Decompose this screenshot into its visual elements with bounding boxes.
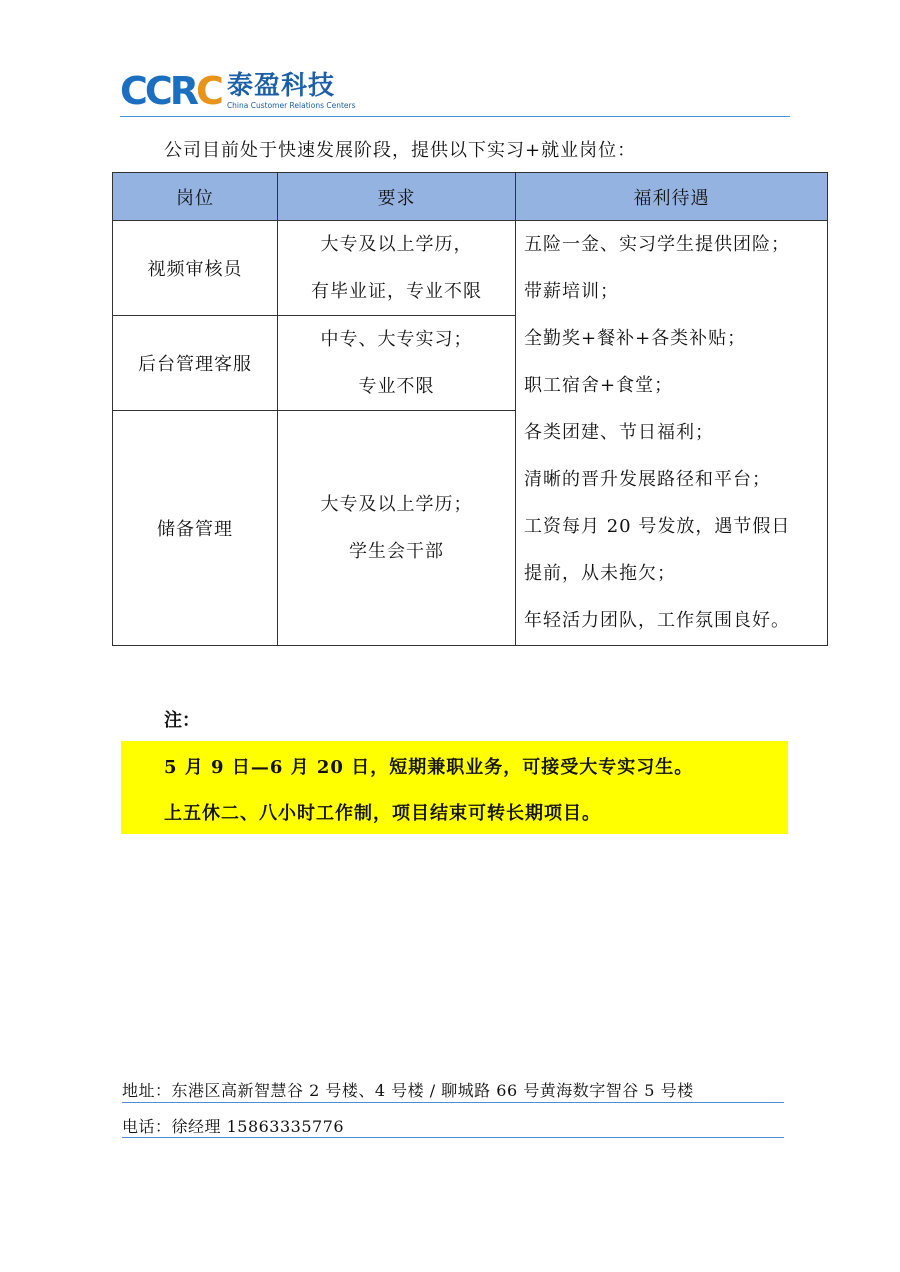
table-header-row	[113, 173, 828, 221]
intro-text: 公司目前处于快速发展阶段，提供以下实习+就业岗位：	[164, 140, 637, 161]
logo-ccrc-c: C	[196, 69, 221, 113]
footer-phone: 电话：徐经理 15863335776	[122, 1117, 345, 1136]
benefit-line: 带薪培训；	[524, 281, 619, 302]
positions-table	[112, 172, 828, 646]
benefit-line: 职工宿舍+食堂；	[524, 375, 674, 396]
benefit-line: 清晰的晋升发展路径和平台；	[524, 469, 771, 490]
benefit-line: 提前，从未拖欠；	[524, 563, 676, 584]
requirements-cell	[278, 221, 516, 316]
benefit-line: 年轻活力团队，工作氛围良好。	[524, 610, 790, 631]
company-logo	[120, 69, 356, 113]
requirements-cell	[278, 411, 516, 646]
note-label: 注：	[164, 710, 200, 731]
footer-address: 地址：东港区高新智慧谷 2 号楼、4 号楼 / 聊城路 66 号黄海数字智谷 5 号楼	[122, 1081, 694, 1100]
note-line: 上五休二、八小时工作制，项目结束可转长期项目。	[164, 803, 601, 824]
footer-divider	[122, 1102, 784, 1103]
logo-english-name: China Customer Relations Centers	[226, 100, 356, 110]
benefit-line: 全勤奖+餐补+各类补贴；	[524, 328, 747, 349]
requirement-line: 中专、大专实习；	[320, 329, 473, 350]
benefits-cell	[516, 221, 828, 646]
header-divider	[120, 116, 790, 117]
table-row	[113, 221, 828, 316]
requirement-line: 学生会干部	[349, 541, 444, 562]
position-cell: 视频审核员	[113, 221, 278, 316]
logo-ccrc-cc: CC	[120, 69, 170, 113]
requirement-line: 大专及以上学历，	[320, 234, 473, 255]
requirement-line: 大专及以上学历；	[320, 494, 473, 515]
position-cell: 后台管理客服	[113, 316, 278, 411]
logo-ccrc-r: R	[169, 69, 197, 113]
benefit-line: 各类团建、节日福利；	[524, 422, 714, 443]
requirements-cell	[278, 316, 516, 411]
header-requirements: 要求	[278, 173, 516, 221]
logo-chinese-name: 泰盈科技	[226, 70, 335, 101]
footer-divider	[122, 1137, 784, 1138]
logo-ccrc-mark	[120, 69, 221, 113]
header-position: 岗位	[113, 173, 278, 221]
requirement-line: 专业不限	[358, 376, 435, 397]
note-line: 5 月 9 日—6 月 20 日，短期兼职业务，可接受大专实习生。	[164, 757, 694, 778]
header-benefits: 福利待遇	[516, 173, 828, 221]
benefit-line: 工资每月 20 号发放，遇节假日	[524, 516, 791, 537]
position-cell: 储备管理	[113, 411, 278, 646]
benefit-line: 五险一金、实习学生提供团险；	[524, 234, 790, 255]
requirement-line: 有毕业证，专业不限	[311, 281, 482, 302]
